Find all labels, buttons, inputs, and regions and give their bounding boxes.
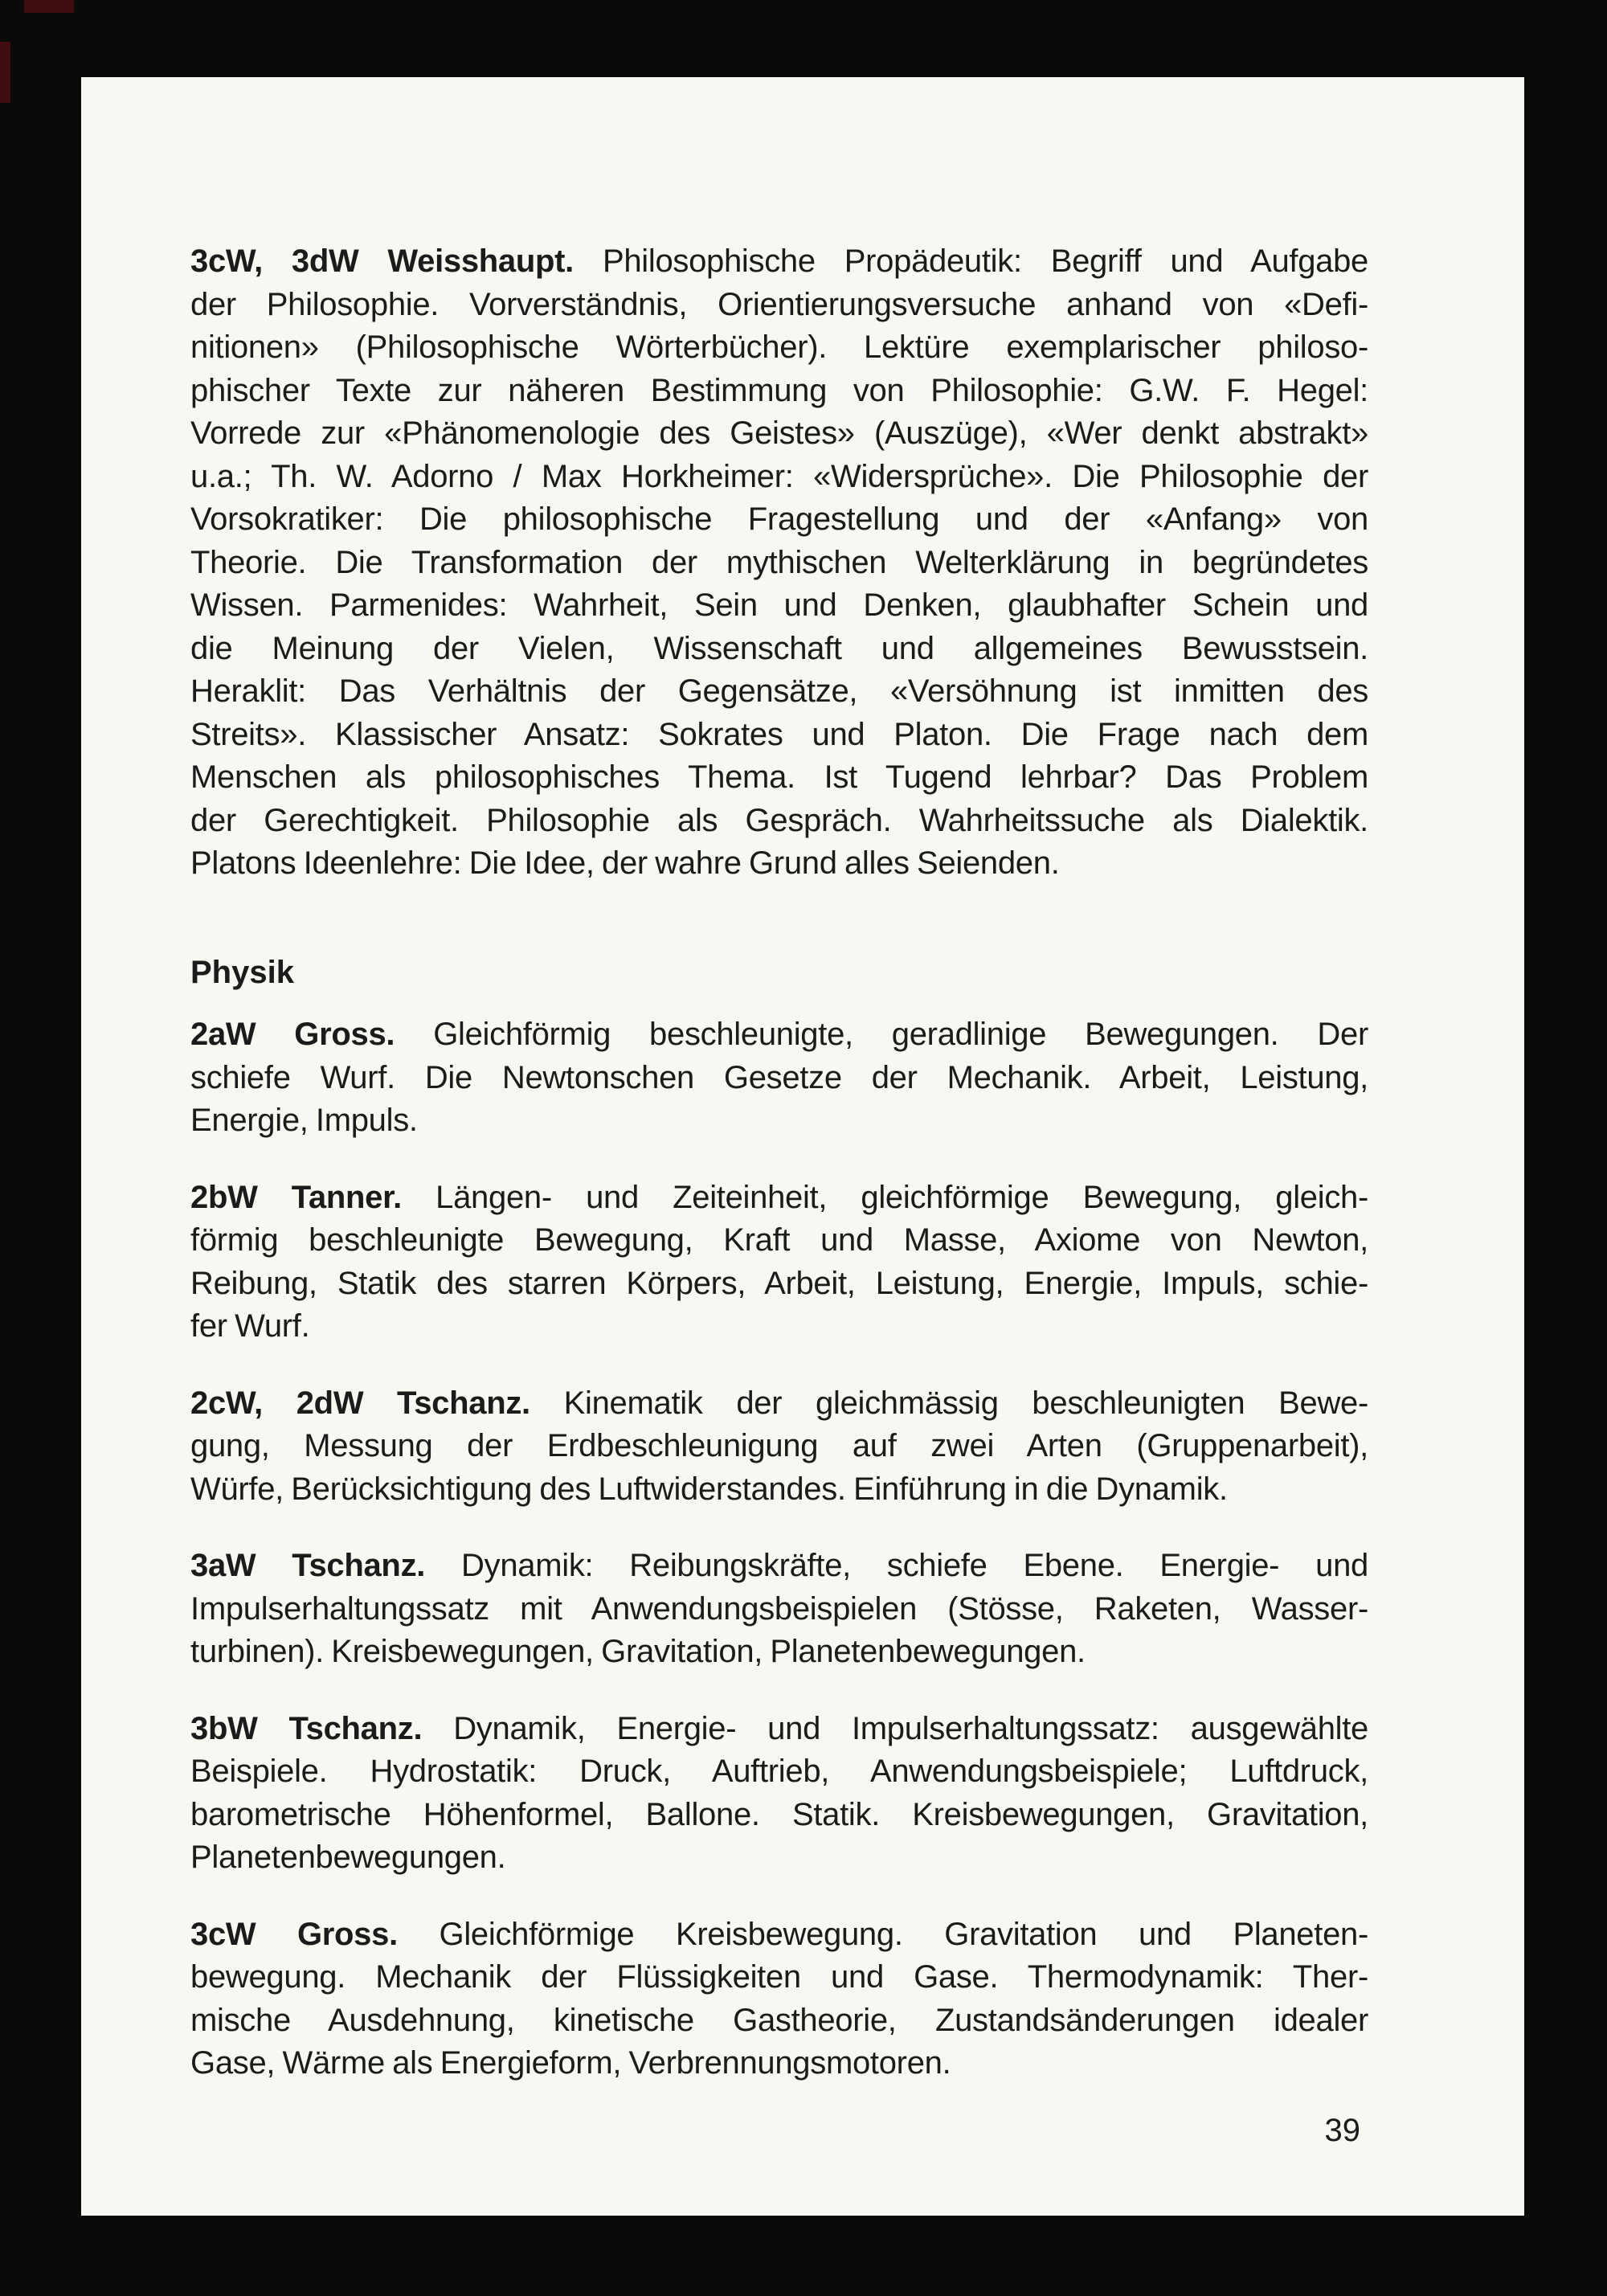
course-description-paragraph (190, 1177, 1368, 1349)
course-description-paragraph (190, 1013, 1368, 1143)
text-line: 2cW, 2dW Tschanz. Kinematik der gleichmässig beschleunigten Bewe- (190, 1385, 1368, 1421)
text-line: Streits». Klassischer Ansatz: Sokrates und Platon. Die Frage nach dem (190, 716, 1368, 752)
text-line: Energie, Impuls. (190, 1103, 418, 1138)
text-line: Würfe, Berücksichtigung des Luftwiderstandes. Einführung in die Dynamik. (190, 1471, 1228, 1507)
course-description-paragraph (190, 1708, 1368, 1880)
text-line: Platons Ideenlehre: Die Idee, der wahre Grund alles Seienden. (190, 845, 1060, 881)
text-line: turbinen). Kreisbewegungen, Gravitation, Planetenbewegungen. (190, 1634, 1086, 1669)
text-line: mische Ausdehnung, kinetische Gastheorie, Zustandsänderungen idealer (190, 2002, 1368, 2038)
text-line: 2bW Tanner. Längen- und Zeiteinheit, gleichförmige Bewegung, gleich- (190, 1179, 1368, 1215)
course-description-paragraph (190, 1913, 1368, 2085)
text-line: Reibung, Statik des starren Körpers, Arbeit, Leistung, Energie, Impuls, schie- (190, 1265, 1368, 1301)
page-number: 39 (1324, 2113, 1360, 2148)
text-line: bewegung. Mechanik der Flüssigkeiten und Gase. Thermodynamik: Ther- (190, 1959, 1368, 1995)
text-line: 2aW Gross. Gleichförmig beschleunigte, geradlinige Bewegungen. Der (190, 1017, 1368, 1052)
text-line: fer Wurf. (190, 1308, 310, 1344)
text-line: Vorsokratiker: Die philosophische Fragestellung und der «Anfang» von (190, 501, 1368, 537)
course-description-paragraph (190, 1545, 1368, 1674)
course-code-lead: 2cW, 2dW Tschanz. (190, 1385, 530, 1421)
course-code-lead: 3cW Gross. (190, 1916, 398, 1952)
text-line: 3cW Gross. Gleichförmige Kreisbewegung. Gravitation und Planeten- (190, 1916, 1368, 1952)
text-line: 3bW Tschanz. Dynamik, Energie- und Impulserhaltungssatz: ausgewählte (190, 1710, 1368, 1746)
text-line: 3aW Tschanz. Dynamik: Reibungskräfte, schiefe Ebene. Energie- und (190, 1548, 1368, 1583)
course-code-lead: 3cW, 3dW Weisshaupt. (190, 244, 574, 279)
page-content (190, 240, 1368, 2119)
text-line: gung, Messung der Erdbeschleunigung auf zwei Arten (Gruppenarbeit), (190, 1428, 1368, 1463)
course-description-paragraph (190, 1382, 1368, 1512)
text-line: 3cW, 3dW Weisshaupt. Philosophische Propädeutik: Begriff und Aufgabe (190, 244, 1368, 279)
book-page (81, 77, 1524, 2216)
course-description-paragraph (190, 240, 1368, 886)
text-line: Vorrede zur «Phänomenologie des Geistes» (Auszüge), «Wer denkt abstrakt» (190, 415, 1368, 451)
text-line: schiefe Wurf. Die Newtonschen Gesetze der Mechanik. Arbeit, Leistung, (190, 1059, 1368, 1095)
text-line: der Philosophie. Vorverständnis, Orientierungsversuche anhand von «Defi- (190, 286, 1368, 322)
text-line: Beispiele. Hydrostatik: Druck, Auftrieb, Anwendungsbeispiele; Luftdruck, (190, 1754, 1368, 1789)
course-code-lead: 3bW Tschanz. (190, 1710, 423, 1746)
text-line: barometrische Höhenformel, Ballone. Statik. Kreisbewegungen, Gravitation, (190, 1796, 1368, 1832)
text-line: Gase, Wärme als Energieform, Verbrennungsmotoren. (190, 2045, 951, 2081)
text-line: Menschen als philosophisches Thema. Ist Tugend lehrbar? Das Problem (190, 759, 1368, 795)
course-code-lead: 2aW Gross. (190, 1017, 395, 1052)
text-line: Impulserhaltungssatz mit Anwendungsbeispielen (Stösse, Raketen, Wasser- (190, 1590, 1368, 1627)
course-code-lead: 3aW Tschanz. (190, 1548, 426, 1583)
text-line: Theorie. Die Transformation der mythischen Welterklärung in begründetes (190, 544, 1368, 580)
text-line: der Gerechtigkeit. Philosophie als Gespräch. Wahrheitssuche als Dialektik. (190, 802, 1368, 838)
text-line: die Meinung der Vielen, Wissenschaft und allgemeines Bewusstsein. (190, 630, 1368, 666)
section-heading: Physik (190, 954, 294, 990)
text-line: Wissen. Parmenides: Wahrheit, Sein und Denken, glaubhafter Schein und (190, 587, 1368, 623)
course-code-lead: 2bW Tanner. (190, 1179, 402, 1215)
scan-edge-artifact (24, 0, 74, 13)
scan-edge-artifact (0, 42, 10, 103)
text-line: u.a.; Th. W. Adorno / Max Horkheimer: «Widersprüche». Die Philosophie der (190, 458, 1368, 494)
text-line: phischer Texte zur näheren Bestimmung von Philosophie: G.W. F. Hegel: (190, 372, 1368, 408)
text-line: förmig beschleunigte Bewegung, Kraft und Masse, Axiome von Newton, (190, 1222, 1368, 1258)
text-line: nitionen» (Philosophische Wörterbücher). Lektüre exemplarischer philoso- (190, 329, 1368, 365)
text-line: Planetenbewegungen. (190, 1840, 506, 1875)
text-line: Heraklit: Das Verhältnis der Gegensätze, «Versöhnung ist inmitten des (190, 673, 1368, 709)
